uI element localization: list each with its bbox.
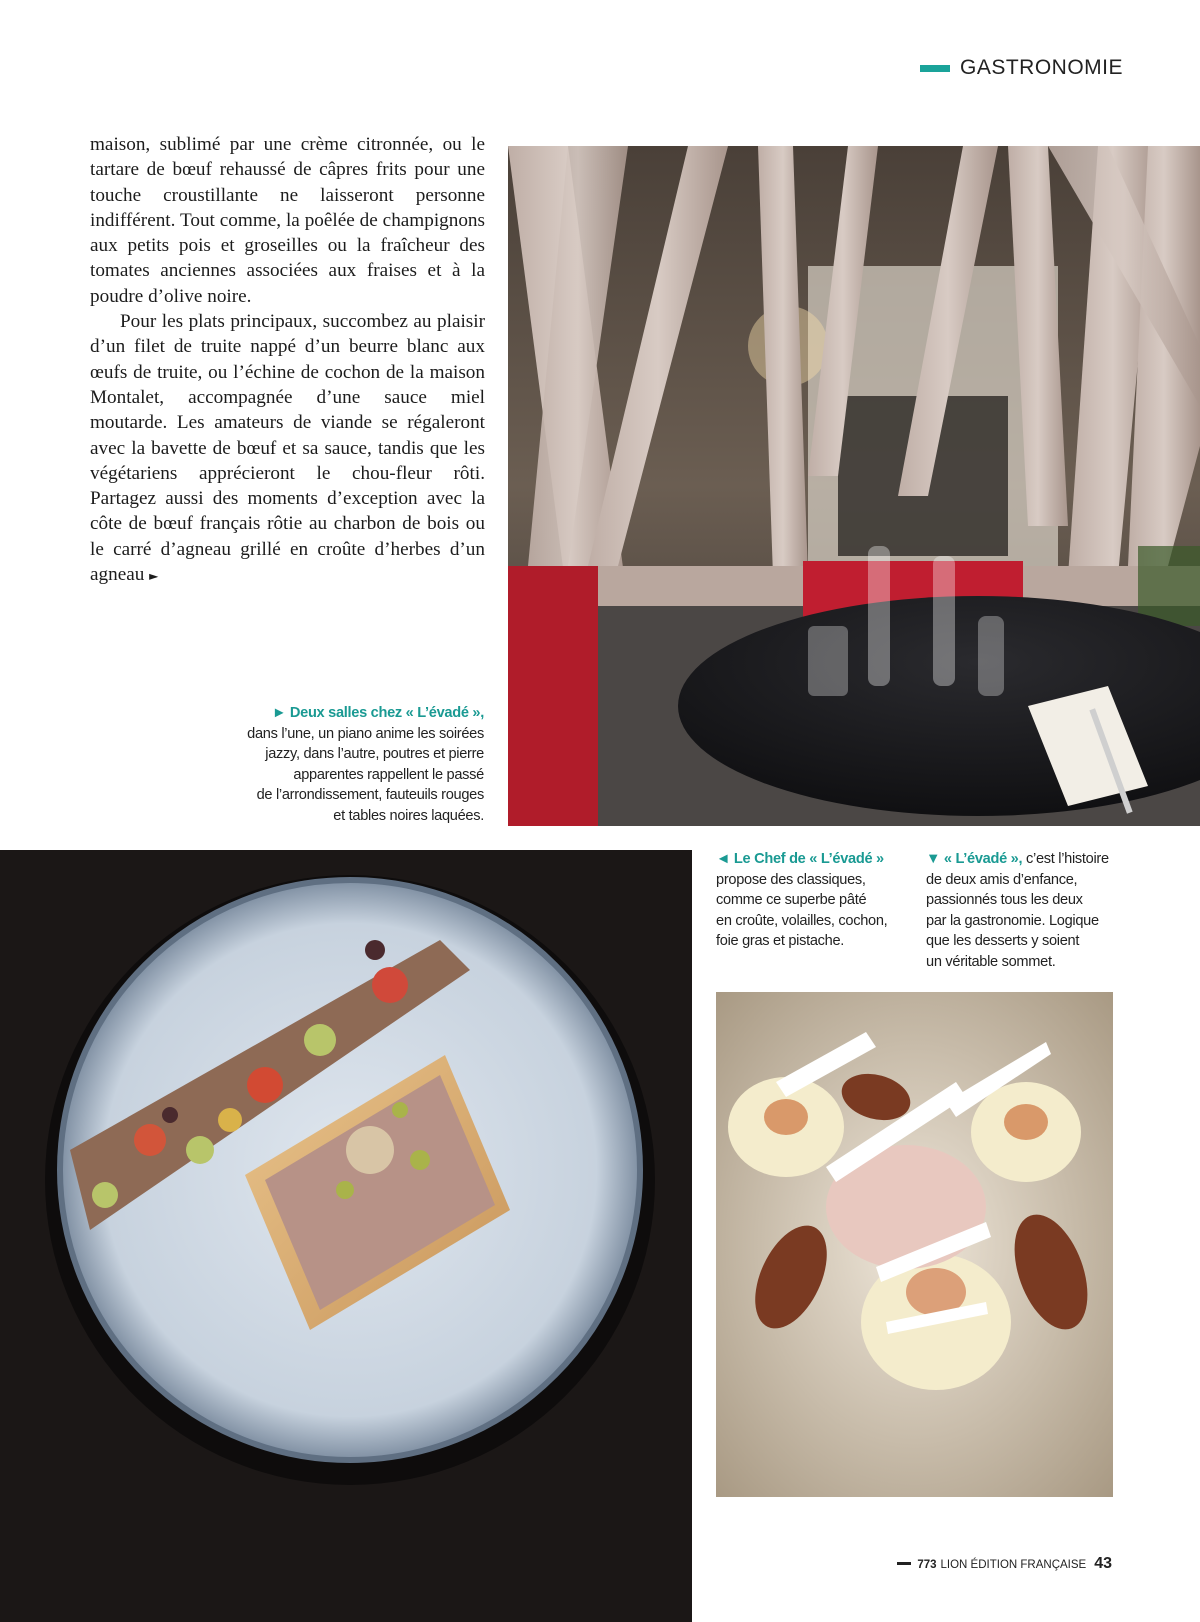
footer-dash — [897, 1562, 911, 1565]
caption-two-rooms-lead: ► Deux salles chez « L’évadé », — [271, 705, 484, 721]
caption-two-rooms-line: de l’arrondissement, fauteuils rouges — [256, 787, 484, 804]
pate-en-croute-photo — [0, 850, 692, 1622]
page-footer — [897, 1555, 1112, 1573]
dessert-photo — [716, 992, 1113, 1497]
caption-evade-first-line — [926, 849, 1126, 870]
caption-two-rooms-line: et tables noires laquées. — [333, 807, 484, 824]
article-paragraph-1: maison, sublimé par une crème citronnée, ou le tartare de bœuf rehaussé de câpres frits pour une touche croustillante ne laisseront personne indifférent. Tout comme, la poêlée de champignons aux petits pois et groseilles ou la fraîcheur des tomates anciennes associées aux fraises et à la poudre d’olive noire. — [90, 134, 485, 307]
caption-chef — [716, 849, 908, 952]
caption-chef-line: foie gras et pistache. — [716, 933, 845, 950]
caption-two-rooms-line: jazzy, dans l’autre, poutres et pierre — [265, 746, 484, 763]
caption-evade-lead: ▼ « L’évadé », — [926, 851, 1023, 867]
caption-evade-line: par la gastronomie. Logique — [926, 912, 1099, 929]
caption-two-rooms — [200, 703, 484, 827]
section-accent-bar — [920, 65, 950, 72]
article-paragraph-2-text: Pour les plats principaux, succombez au plaisir d’un filet de truite nappé d’un beurre blanc aux œufs de truite, ou l’échine de cochon de la maison Montalet, accompagnée d’une sauce miel moutarde. Les amateurs de viande se régaleront avec la bavette de bœuf et sa sauce, tandis que les végétariens apprécieront le chou-fleur rôti. Partagez aussi des moments d’exception avec la côte de bœuf français rôtie au charbon de bois ou le carré d’agneau grillé en croûte d’herbes d’un agneau — [90, 311, 485, 586]
caption-evade-line: de deux amis d’enfance, — [926, 871, 1078, 888]
footer-issue-number: 773 — [917, 1559, 937, 1571]
continue-arrow-icon: ► — [149, 569, 159, 584]
section-header — [920, 56, 1123, 80]
caption-evade-line: que les desserts y soient — [926, 933, 1080, 950]
caption-chef-lead: ◄ Le Chef de « L’évadé » — [716, 851, 884, 867]
caption-chef-line: propose des classiques, — [716, 871, 866, 888]
caption-chef-line: comme ce superbe pâté — [716, 892, 867, 909]
caption-evade-line: un véritable sommet. — [926, 953, 1056, 970]
caption-evade-story — [926, 849, 1126, 973]
article-body — [90, 132, 485, 589]
caption-evade-lead-tail: c’est l’histoire — [1022, 851, 1109, 867]
restaurant-room-photo — [508, 146, 1200, 826]
caption-two-rooms-line: apparentes rappellent le passé — [293, 766, 484, 783]
caption-evade-line: passionnés tous les deux — [926, 892, 1083, 909]
caption-two-rooms-line: dans l’une, un piano anime les soirées — [247, 725, 484, 742]
article-paragraph-2 — [90, 309, 485, 589]
footer-publication: LION ÉDITION FRANÇAISE — [940, 1559, 1087, 1571]
page-number: 43 — [1094, 1555, 1112, 1572]
section-title: GASTRONOMIE — [960, 56, 1124, 79]
caption-chef-line: en croûte, volailles, cochon, — [716, 912, 888, 929]
